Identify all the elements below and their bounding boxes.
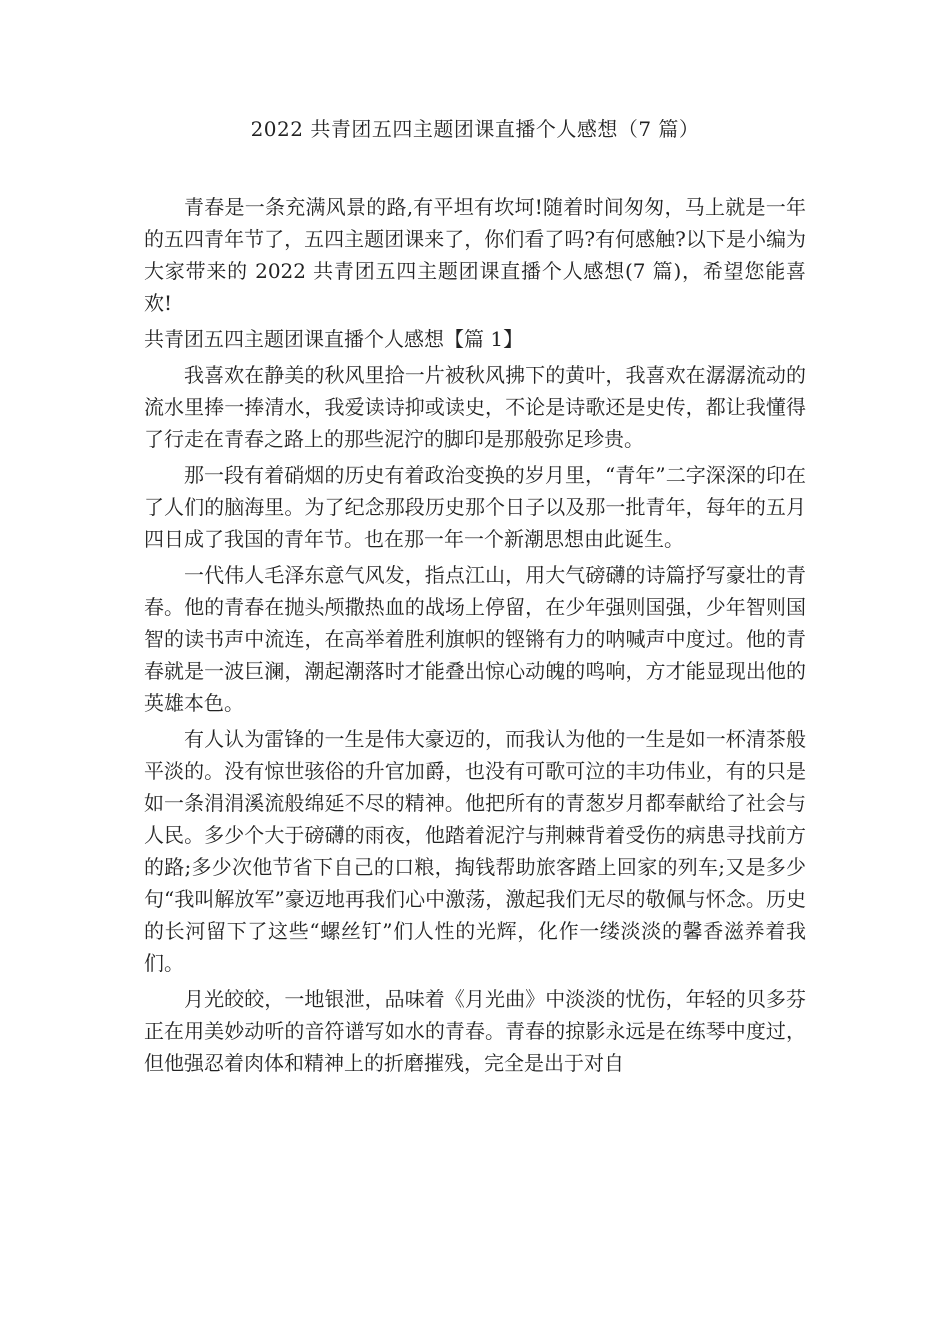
section-heading-1: 共青团五四主题团课直播个人感想【篇 1】 — [144, 327, 524, 351]
document-body — [144, 191, 806, 1079]
body-paragraph: 一代伟人毛泽东意气风发，指点江山，用大气磅礴的诗篇抒写豪壮的青春。他的青春在抛头颅撒热血的战场上停留，在少年强则国强，少年智则国智的读书声中流连，在高举着胜利旗帜的铿锵有力的呐喊声中度过。他的青春就是一波巨澜，潮起潮落时才能叠出惊心动魄的鸣响，方才能显现出他的英雄本色。 — [144, 563, 806, 715]
body-paragraph: 月光皎皎，一地银泄，品味着《月光曲》中淡淡的忧伤，年轻的贝多芬正在用美妙动听的音符谱写如水的青春。青春的掠影永远是在练琴中度过，但他强忍着肉体和精神上的折磨摧残，完全是出于对自 — [144, 987, 806, 1075]
document-title: 2022 共青团五四主题团课直播个人感想（7 篇） — [250, 117, 700, 141]
intro-paragraph: 青春是一条充满风景的路,有平坦有坎坷!随着时间匆匆，马上就是一年的五四青年节了，五四主题团课来了，你们看了吗?有何感触?以下是小编为大家带来的 2022 共青团五四主题团课直播个人感想(7 篇)，希望您能喜欢! — [144, 195, 806, 315]
body-paragraph: 有人认为雷锋的一生是伟大豪迈的，而我认为他的一生是如一杯清茶般平淡的。没有惊世骇俗的升官加爵，也没有可歌可泣的丰功伟业，有的只是如一条涓涓溪流般绵延不尽的精神。他把所有的青葱岁月都奉献给了社会与人民。多少个大于磅礴的雨夜，他踏着泥泞与荆棘背着受伤的病患寻找前方的路;多少次他节省下自己的口粮，掏钱帮助旅客踏上回家的列车;又是多少句“我叫解放军”豪迈地再我们心中激荡，激起我们无尽的敬佩与怀念。历史的长河留下了这些“螺丝钉”们人性的光辉，化作一缕淡淡的馨香滋养着我们。 — [144, 727, 806, 975]
body-paragraph: 我喜欢在静美的秋风里拾一片被秋风拂下的黄叶，我喜欢在潺潺流动的流水里捧一捧清水，我爱读诗抑或读史，不论是诗歌还是史传，都让我懂得了行走在青春之路上的那些泥泞的脚印是那般弥足珍贵。 — [144, 363, 806, 451]
body-paragraph: 那一段有着硝烟的历史有着政治变换的岁月里，“青年”二字深深的印在了人们的脑海里。为了纪念那段历史那个日子以及那一批青年，每年的五月四日成了我国的青年节。也在那一年一个新潮思想由此诞生。 — [144, 463, 806, 551]
document-page — [144, 0, 806, 1083]
